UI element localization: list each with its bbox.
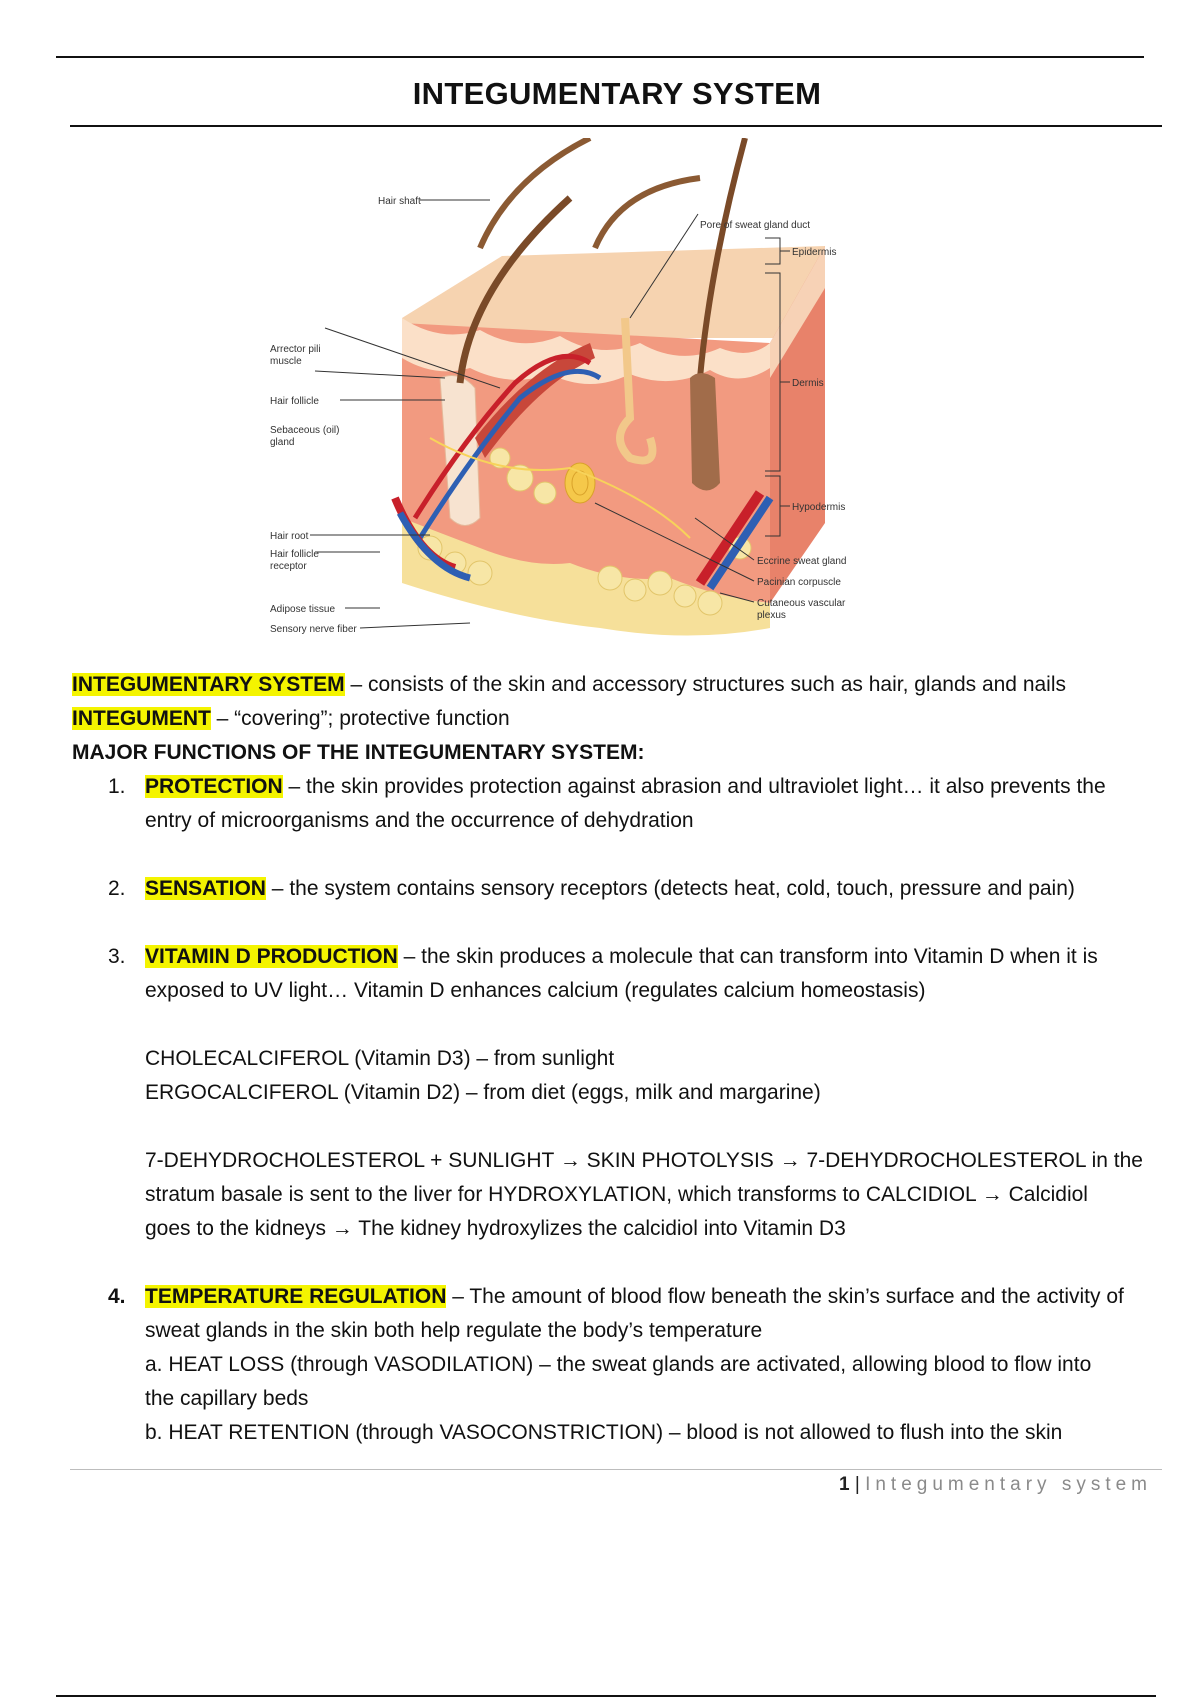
- item-number: 3.: [108, 945, 126, 968]
- page-footer: [839, 1474, 1152, 1496]
- function-item-sensation: [72, 872, 1162, 906]
- term-sensation: SENSATION: [145, 877, 266, 900]
- item-text: – the skin produces a molecule that can transform into Vitamin D when it is: [397, 945, 1098, 968]
- vitamin-d-pathway: 7-DEHYDROCHOLESTEROL + SUNLIGHT → SKIN PHOTOLYSIS → 7-DEHYDROCHOLESTEROL in the: [145, 1149, 1143, 1172]
- item-text: entry of microorganisms and the occurrence of dehydration: [145, 809, 694, 832]
- label-hair-root: Hair root: [270, 531, 309, 542]
- definition-text: – consists of the skin and accessory structures such as hair, glands and nails: [344, 673, 1067, 696]
- item-text: – The amount of blood flow beneath the skin’s surface and the activity of: [446, 1285, 1124, 1308]
- label-follicle-receptor-1: Hair follicle: [270, 549, 319, 560]
- label-pacinian: Pacinian corpuscle: [757, 577, 841, 588]
- label-sebaceous-1: Sebaceous (oil): [270, 425, 340, 436]
- item-text: – the skin provides protection against abrasion and ultraviolet light… it also prevents the: [282, 775, 1106, 798]
- label-hypodermis: Hypodermis: [792, 502, 846, 513]
- heat-loss: the capillary beds: [145, 1387, 309, 1410]
- epidermis-top-surface: [402, 246, 825, 338]
- vitamin-d-pathway: stratum basale is sent to the liver for HYDROXYLATION, which transforms to CALCIDIOL → Calcidiol: [145, 1183, 1088, 1206]
- label-hair-follicle: Hair follicle: [270, 396, 319, 407]
- heat-retention: b. HEAT RETENTION (through VASOCONSTRICTION) – blood is not allowed to flush into the skin: [145, 1421, 1063, 1444]
- term-protection: PROTECTION: [145, 775, 283, 798]
- function-item-temperature: [72, 1280, 1162, 1450]
- label-arrector-2: muscle: [270, 356, 302, 367]
- function-item-protection: [72, 770, 1162, 838]
- hair-follicle-right: [690, 373, 720, 491]
- term-temperature-regulation: TEMPERATURE REGULATION: [145, 1285, 447, 1308]
- bottom-rule: [56, 1695, 1156, 1697]
- vitamin-d3-source: CHOLECALCIFEROL (Vitamin D3) – from sunlight: [145, 1047, 615, 1070]
- functions-list: [72, 770, 1162, 1450]
- item-text: sweat glands in the skin both help regulate the body’s temperature: [145, 1319, 763, 1342]
- term-integumentary-system: INTEGUMENTARY SYSTEM: [72, 673, 345, 696]
- label-arrector-1: Arrector pili: [270, 344, 321, 355]
- page-number: 1: [839, 1474, 850, 1495]
- item-text: – the system contains sensory receptors (detects heat, cold, touch, pressure and pain): [265, 877, 1075, 900]
- footer-label: Integumentary system: [865, 1474, 1152, 1495]
- page-title: INTEGUMENTARY SYSTEM: [412, 76, 822, 111]
- term-vitamin-d-production: VITAMIN D PRODUCTION: [145, 945, 398, 968]
- footer-rule: [70, 1469, 1162, 1470]
- item-number: 1.: [108, 775, 126, 798]
- label-hair-shaft: Hair shaft: [378, 196, 421, 207]
- label-adipose: Adipose tissue: [270, 604, 336, 615]
- definition-integument: [72, 702, 1162, 736]
- label-cutaneous-1: Cutaneous vascular: [757, 598, 846, 609]
- hair-shaft-3: [595, 178, 700, 248]
- functions-heading: MAJOR FUNCTIONS OF THE INTEGUMENTARY SYSTEM:: [72, 741, 645, 764]
- label-dermis: Dermis: [792, 378, 824, 389]
- label-eccrine: Eccrine sweat gland: [757, 556, 847, 567]
- label-follicle-receptor-2: receptor: [270, 561, 307, 572]
- item-number: 4.: [108, 1285, 126, 1308]
- skin-diagram: [270, 138, 950, 648]
- definition-text: – “covering”; protective function: [210, 707, 510, 730]
- term-integument: INTEGUMENT: [72, 707, 211, 730]
- function-item-vitamin-d: [72, 940, 1162, 1246]
- heat-loss: a. HEAT LOSS (through VASODILATION) – the sweat glands are activated, allowing blood to flow into: [145, 1353, 1092, 1376]
- label-sebaceous-2: gland: [270, 437, 295, 448]
- label-sensory: Sensory nerve fiber: [270, 624, 357, 635]
- item-number: 2.: [108, 877, 126, 900]
- top-rule: [56, 56, 1144, 58]
- item-text: exposed to UV light… Vitamin D enhances calcium (regulates calcium homeostasis): [145, 979, 926, 1002]
- title-underline: [70, 125, 1162, 127]
- vitamin-d-pathway: goes to the kidneys → The kidney hydroxylizes the calcidiol into Vitamin D3: [145, 1217, 846, 1240]
- skin-cross-section-illustration: [270, 138, 950, 648]
- label-epidermis: Epidermis: [792, 247, 837, 258]
- label-cutaneous-2: plexus: [757, 610, 786, 621]
- definition-integumentary-system: [72, 668, 1162, 702]
- vitamin-d2-source: ERGOCALCIFEROL (Vitamin D2) – from diet (eggs, milk and margarine): [145, 1081, 821, 1104]
- document-body: [72, 668, 1162, 1450]
- footer-separator: |: [849, 1474, 866, 1495]
- label-pore: Pore of sweat gland duct: [700, 220, 811, 231]
